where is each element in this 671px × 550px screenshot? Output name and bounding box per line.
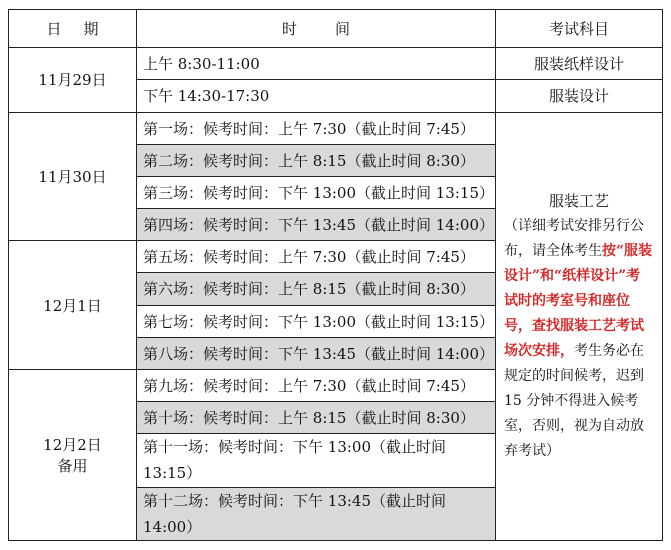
exam-schedule-table [8, 9, 663, 541]
session-cell: 第六场：候考时间：上午 8:15（截止时间 8:30） [137, 273, 496, 305]
date-cell: 11月30日 [9, 112, 137, 241]
time-cell: 下午 14:30-17:30 [137, 80, 496, 112]
subject-cell: 服装纸样设计 [496, 48, 663, 80]
session-cell: 第十一场：候考时间：下午 13:00（截止时间 13:15） [137, 434, 496, 487]
table-row [9, 48, 663, 80]
session-cell: 第一场：候考时间：上午 7:30（截止时间 7:45） [137, 112, 496, 144]
session-cell: 第八场：候考时间：下午 13:45（截止时间 14:00） [137, 337, 496, 369]
session-cell: 第五场：候考时间：上午 7:30（截止时间 7:45） [137, 241, 496, 273]
craft-notice-cell [496, 112, 663, 540]
header-row [9, 10, 663, 48]
date-cell: 11月29日 [9, 48, 137, 112]
session-cell: 第三场：候考时间：下午 13:00（截止时间 13:15） [137, 176, 496, 208]
header-subject: 考试科目 [496, 10, 663, 48]
date-cell: 12月1日 [9, 241, 137, 370]
time-cell: 上午 8:30-11:00 [137, 48, 496, 80]
session-cell: 第七场：候考时间：下午 13:00（截止时间 13:15） [137, 305, 496, 337]
subject-cell: 服装设计 [496, 80, 663, 112]
session-cell: 第十场：候考时间：上午 8:15（截止时间 8:30） [137, 402, 496, 434]
session-cell: 第十二场：候考时间：下午 13:45（截止时间 14:00） [137, 487, 496, 540]
craft-notice-emphasis: 按“服装设计”和“纸样设计”考试时的考室号和座位号，查找服装工艺考试场次安排， [504, 242, 653, 359]
backup-label: 备用 [57, 456, 88, 475]
table-row [9, 112, 663, 144]
session-cell: 第二场：候考时间：上午 8:15（截止时间 8:30） [137, 144, 496, 176]
craft-notice-text: （详细考试安排另行公布，请全体考生 [504, 217, 644, 259]
header-date: 日期 [9, 10, 137, 48]
session-cell: 第四场：候考时间：下午 13:45（截止时间 14:00） [137, 209, 496, 241]
session-cell: 第九场：候考时间：上午 7:30（截止时间 7:45） [137, 369, 496, 401]
craft-notice-text: 考生务必在规定的时间候考，迟到 15 分钟不得进入候考室，否则，视为自动放弃考试） [504, 342, 644, 459]
date-label: 12月2日 [43, 435, 102, 454]
header-time: 时间 [137, 10, 496, 48]
craft-title: 服装工艺 [548, 191, 609, 210]
date-cell [9, 369, 137, 540]
